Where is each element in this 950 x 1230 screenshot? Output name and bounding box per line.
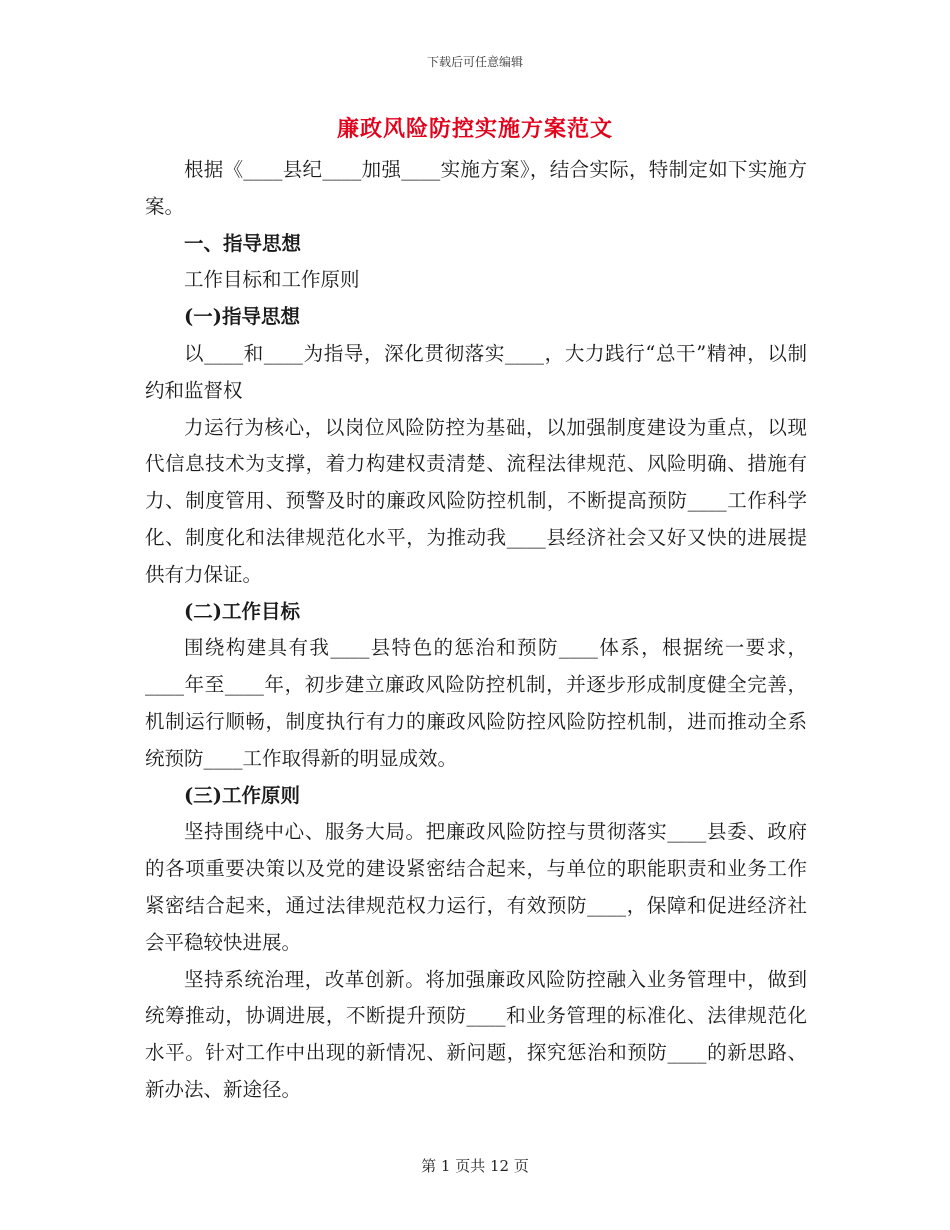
subsection-heading: (三)工作原则	[184, 783, 300, 807]
document-body	[145, 152, 807, 1109]
subsection-heading: (二)工作目标	[184, 599, 300, 623]
document-title: 廉政风险防控实施方案范文	[336, 116, 613, 142]
paragraph: 工作目标和工作原则	[184, 268, 360, 292]
paragraph: 坚持围绕中心、服务大局。把廉政风险防控与贯彻落实____县委、政府的各项重要决策以及党的建设紧密结合起来，与单位的职能职责和业务工作紧密结合起来，通过法律规范权力运行，有效预防____，保障和促进经济社会平稳较快进展。	[145, 820, 807, 954]
paragraph: 以____和____为指导，深化贯彻落实____，大力践行“总干”精神，以制约和监督权	[145, 341, 807, 402]
paragraph: 力运行为核心，以岗位风险防控为基础，以加强制度建设为重点，以现代信息技术为支撑，着力构建权责清楚、流程法律规范、风险明确、措施有力、制度管用、预警及时的廉政风险防控机制，不断提高预防____工作科学化、制度化和法律规范化水平，为推动我____县经济社会又好又快的进展提供有力保证。	[145, 415, 807, 586]
subsection-heading: (一)指导思想	[184, 305, 300, 329]
section-heading: 一、指导思想	[184, 231, 302, 255]
paragraph: 根据《____县纪____加强____实施方案》，结合实际，特制定如下实施方案。	[145, 158, 807, 218]
page-number: 第 1 页共 12 页	[421, 1157, 529, 1175]
paragraph: 围绕构建具有我____县特色的惩治和预防____体系，根据统一要求，____年至____年，初步建立廉政风险防控机制，并逐步形成制度健全完善，机制运行顺畅，制度执行有力的廉政风险防控风险防控机制，进而推动全系统预防____工作取得新的明显成效。	[145, 636, 807, 770]
header-note: 下载后可任意编辑	[426, 55, 523, 69]
paragraph: 坚持系统治理，改革创新。将加强廉政风险防控融入业务管理中，做到统筹推动，协调进展，不断提升预防____和业务管理的标准化、法律规范化水平。针对工作中出现的新情况、新问题，探究惩治和预防____的新思路、新办法、新途径。	[145, 967, 807, 1101]
